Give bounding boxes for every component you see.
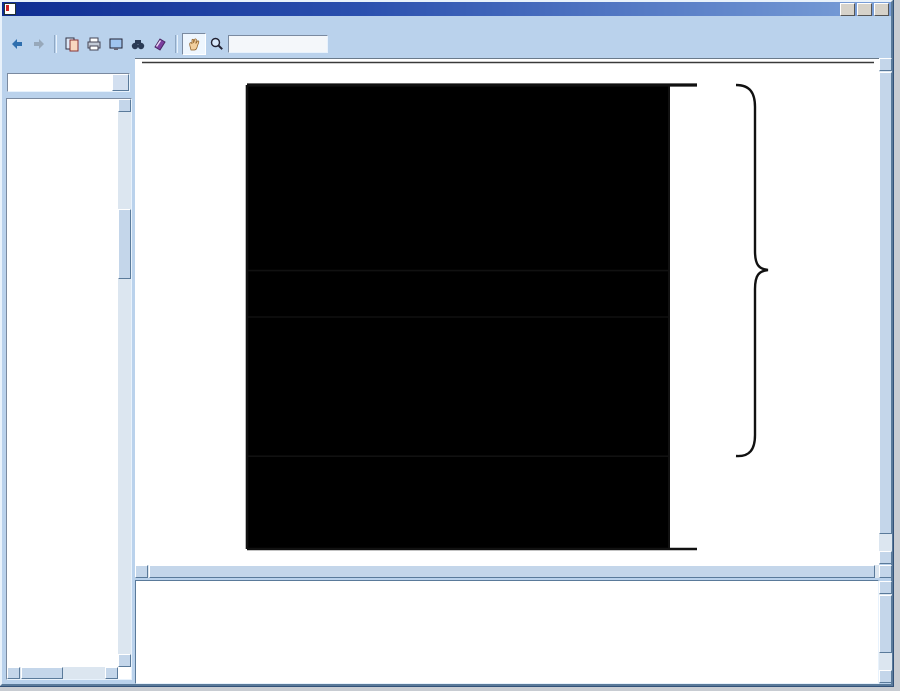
viewer-hscrollbar[interactable] [135,565,892,578]
title-bar[interactable] [2,2,891,16]
close-button[interactable] [874,3,889,16]
app-icon [4,3,16,15]
scroll-up-icon[interactable] [879,581,892,594]
scroll-up-icon[interactable] [118,99,131,112]
tree-vscroll-thumb[interactable] [118,209,131,279]
toolbar-separator [54,35,57,53]
breathing-diagram [135,59,879,565]
viewer-hscroll-thumb[interactable] [149,565,875,578]
tree-hscrollbar[interactable] [7,667,118,679]
expiration-band [247,317,669,456]
scroll-down-icon[interactable] [879,670,892,683]
scroll-down-icon[interactable] [879,551,892,564]
scroll-up-icon[interactable] [879,58,892,71]
residual-band [247,456,669,549]
panel-vscroll-thumb[interactable] [879,595,892,653]
back-button[interactable] [6,34,28,54]
copy-pages-icon [64,36,80,52]
menu-bar [2,16,891,32]
forward-arrow-icon [31,36,47,52]
catalog-tree [6,98,132,680]
restore-button[interactable] [857,3,872,16]
back-arrow-icon [9,36,25,52]
hand-icon [186,36,202,52]
zoom-tool-button[interactable] [206,34,228,54]
zoom-level-input[interactable] [228,35,328,53]
tree-hscroll-thumb[interactable] [21,667,63,679]
binoculars-icon [130,36,146,52]
toolbar [2,32,891,56]
tree-vscrollbar[interactable] [118,99,131,667]
normal-respiration-band [247,271,669,317]
toolbar-separator [175,35,178,53]
vital-capacity-brace [736,85,768,456]
print-button[interactable] [83,34,105,54]
image-viewer[interactable] [135,58,879,565]
scroll-left-icon[interactable] [135,565,148,578]
monitor-icon [108,36,124,52]
viewer-vscrollbar[interactable] [879,58,892,564]
chevron-down-icon[interactable] [112,74,129,91]
search-button[interactable] [127,34,149,54]
scroll-down-icon[interactable] [118,654,131,667]
book-icon [152,36,168,52]
sidebar [4,58,133,682]
scroll-left-icon[interactable] [7,667,20,679]
forward-button[interactable] [28,34,50,54]
printer-icon [86,36,102,52]
magnifier-icon [209,36,225,52]
minimize-button[interactable] [840,3,855,16]
copy-button[interactable] [61,34,83,54]
catalog-select[interactable] [7,73,130,92]
scroll-right-icon[interactable] [879,565,892,578]
viewer-vscroll-thumb[interactable] [879,72,892,534]
panel-vscrollbar[interactable] [879,581,892,683]
description-panel[interactable] [135,580,879,684]
scroll-right-icon[interactable] [105,667,118,679]
view-button[interactable] [105,34,127,54]
pan-tool-button[interactable] [182,33,206,55]
catalog-button[interactable] [149,34,171,54]
inspiration-band [247,85,669,271]
